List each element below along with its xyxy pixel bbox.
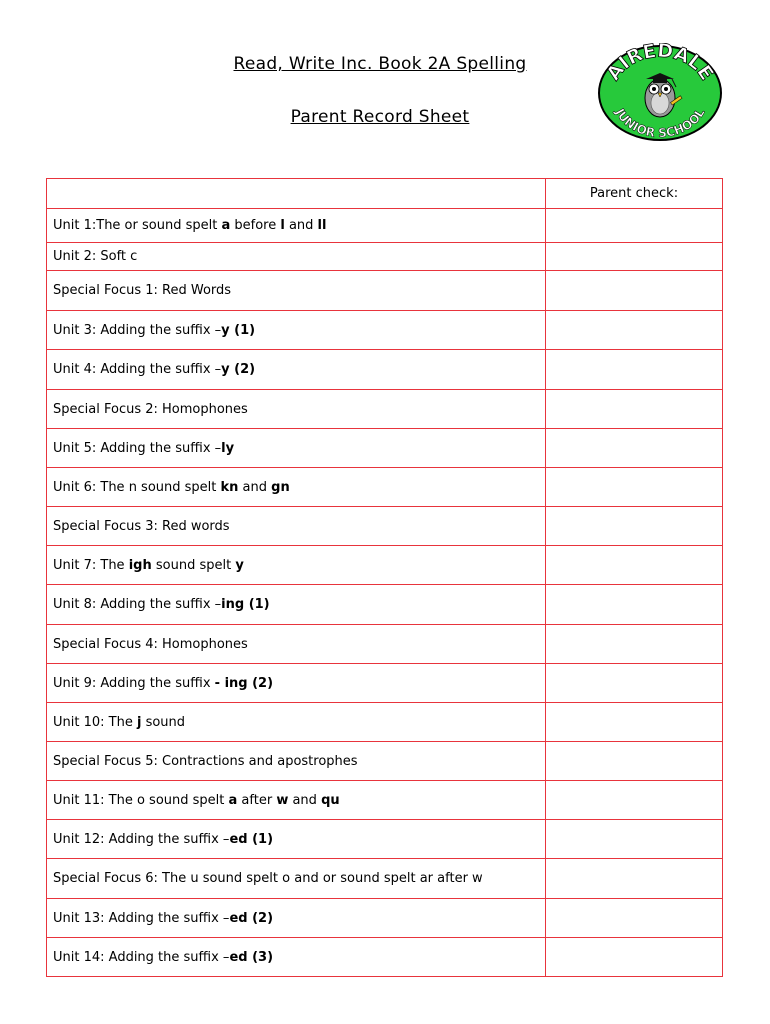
table-row (47, 859, 723, 899)
bold-text: ing (1) (221, 597, 270, 612)
text-segment: after (237, 792, 277, 808)
bold-text: igh (128, 557, 152, 573)
bold-text: ly (221, 440, 235, 456)
table-row (47, 243, 723, 271)
table-row (47, 899, 723, 938)
unit-label-cell (47, 585, 546, 625)
text-segment: and (288, 792, 322, 808)
table-row (47, 781, 723, 820)
unit-label-cell (47, 546, 546, 585)
bold-text: y (1) (221, 322, 256, 338)
text-segment: Unit 14: Adding the suffix – (53, 949, 230, 965)
bold-text: ll (317, 218, 327, 233)
text-segment: Unit 10: The (53, 714, 137, 730)
parent-check-cell (546, 429, 723, 468)
unit-label-cell (47, 209, 546, 243)
unit-label-cell (47, 390, 546, 429)
parent-check-cell (546, 209, 723, 243)
text-segment: and (284, 218, 318, 233)
text-segment: Special Focus 3: Red words (53, 518, 230, 534)
bold-text: w (276, 792, 289, 808)
text-segment: Unit 9: Adding the suffix (53, 675, 215, 691)
table-row (47, 820, 723, 859)
text-segment: Special Focus 5: Contractions and apostrophes (53, 753, 358, 769)
unit-label-cell (47, 243, 546, 271)
parent-check-cell (546, 390, 723, 429)
table-row (47, 311, 723, 350)
record-table (46, 178, 723, 977)
table-header-row (47, 179, 723, 209)
text-segment: Unit 7: The (53, 557, 129, 573)
unit-label-cell (47, 703, 546, 742)
table-row (47, 625, 723, 664)
text-segment: and (238, 479, 272, 495)
text-segment: Unit 5: Adding the suffix – (53, 440, 222, 456)
unit-label-cell (47, 664, 546, 703)
table-row (47, 429, 723, 468)
parent-check-cell (546, 703, 723, 742)
text-segment: Unit 11: The o sound spelt (53, 792, 229, 808)
table-row (47, 938, 723, 977)
bold-text: y (2) (221, 362, 256, 377)
text-segment: before (230, 218, 281, 233)
unit-label-cell (47, 350, 546, 390)
text-segment: Special Focus 6: The u sound spelt o and or sound spelt ar after w (53, 871, 483, 886)
table-row (47, 209, 723, 243)
unit-label-cell (47, 271, 546, 311)
text-segment: Special Focus 1: Red Words (53, 283, 232, 298)
bold-text: ed (1) (229, 831, 274, 847)
unit-label-cell (47, 311, 546, 350)
logo-text-bottom: JUNIOR SCHOOL (612, 106, 708, 141)
text-segment: Unit 3: Adding the suffix – (53, 322, 222, 338)
parent-check-cell (546, 781, 723, 820)
bold-text: a (228, 792, 238, 808)
school-logo (596, 43, 724, 143)
parent-check-cell (546, 243, 723, 271)
parent-check-cell (546, 546, 723, 585)
table-row (47, 664, 723, 703)
unit-label-cell (47, 507, 546, 546)
bold-text: ed (2) (229, 910, 274, 926)
header-cell-blank (47, 179, 546, 209)
unit-label-cell (47, 820, 546, 859)
unit-label-cell (47, 625, 546, 664)
text-segment: Unit 1:The or sound spelt (53, 218, 222, 233)
document-title: Read, Write Inc. Book 2A Spelling (233, 54, 527, 74)
bold-text: ed (3) (229, 949, 274, 965)
unit-label-cell (47, 899, 546, 938)
table-row (47, 546, 723, 585)
table-row (47, 350, 723, 390)
text-segment: sound (141, 714, 186, 730)
bold-text: kn (220, 479, 239, 495)
table-row (47, 703, 723, 742)
parent-check-cell (546, 820, 723, 859)
table-row (47, 585, 723, 625)
parent-check-cell (546, 625, 723, 664)
bold-text: qu (321, 792, 340, 808)
parent-check-cell (546, 468, 723, 507)
logo-text-top: AIREDALE (602, 43, 718, 85)
text-segment: Unit 8: Adding the suffix – (53, 597, 222, 612)
parent-check-cell (546, 899, 723, 938)
table-row (47, 507, 723, 546)
unit-label-cell (47, 429, 546, 468)
table-row (47, 390, 723, 429)
unit-label-cell (47, 859, 546, 899)
bold-text: a (221, 218, 231, 233)
parent-check-cell (546, 350, 723, 390)
bold-text: l (280, 218, 285, 233)
unit-label-cell (47, 781, 546, 820)
text-segment: Unit 12: Adding the suffix – (53, 831, 230, 847)
text-segment: Special Focus 2: Homophones (53, 401, 248, 417)
text-segment: sound spelt (151, 557, 236, 573)
parent-check-cell (546, 271, 723, 311)
bold-text: j (136, 714, 142, 730)
bold-text: y (235, 557, 244, 573)
document-subtitle: Parent Record Sheet (290, 107, 470, 127)
unit-label-cell (47, 742, 546, 781)
bold-text: - ing (2) (214, 675, 274, 691)
bold-text: gn (271, 479, 290, 495)
text-segment: Unit 13: Adding the suffix – (53, 910, 230, 926)
text-segment: Special Focus 4: Homophones (53, 636, 248, 652)
parent-check-cell (546, 507, 723, 546)
parent-check-cell (546, 859, 723, 899)
parent-check-cell (546, 938, 723, 977)
unit-label-cell (47, 468, 546, 507)
table-row (47, 742, 723, 781)
table-row (47, 468, 723, 507)
text-segment: Unit 6: The n sound spelt (53, 479, 221, 495)
table-row (47, 271, 723, 311)
parent-check-cell (546, 742, 723, 781)
parent-check-cell (546, 311, 723, 350)
parent-check-cell (546, 664, 723, 703)
text-segment: Unit 2: Soft c (53, 249, 138, 264)
text-segment: Unit 4: Adding the suffix – (53, 362, 222, 377)
parent-check-cell (546, 585, 723, 625)
unit-label-cell (47, 938, 546, 977)
parent-check-header: Parent check: (546, 179, 723, 209)
